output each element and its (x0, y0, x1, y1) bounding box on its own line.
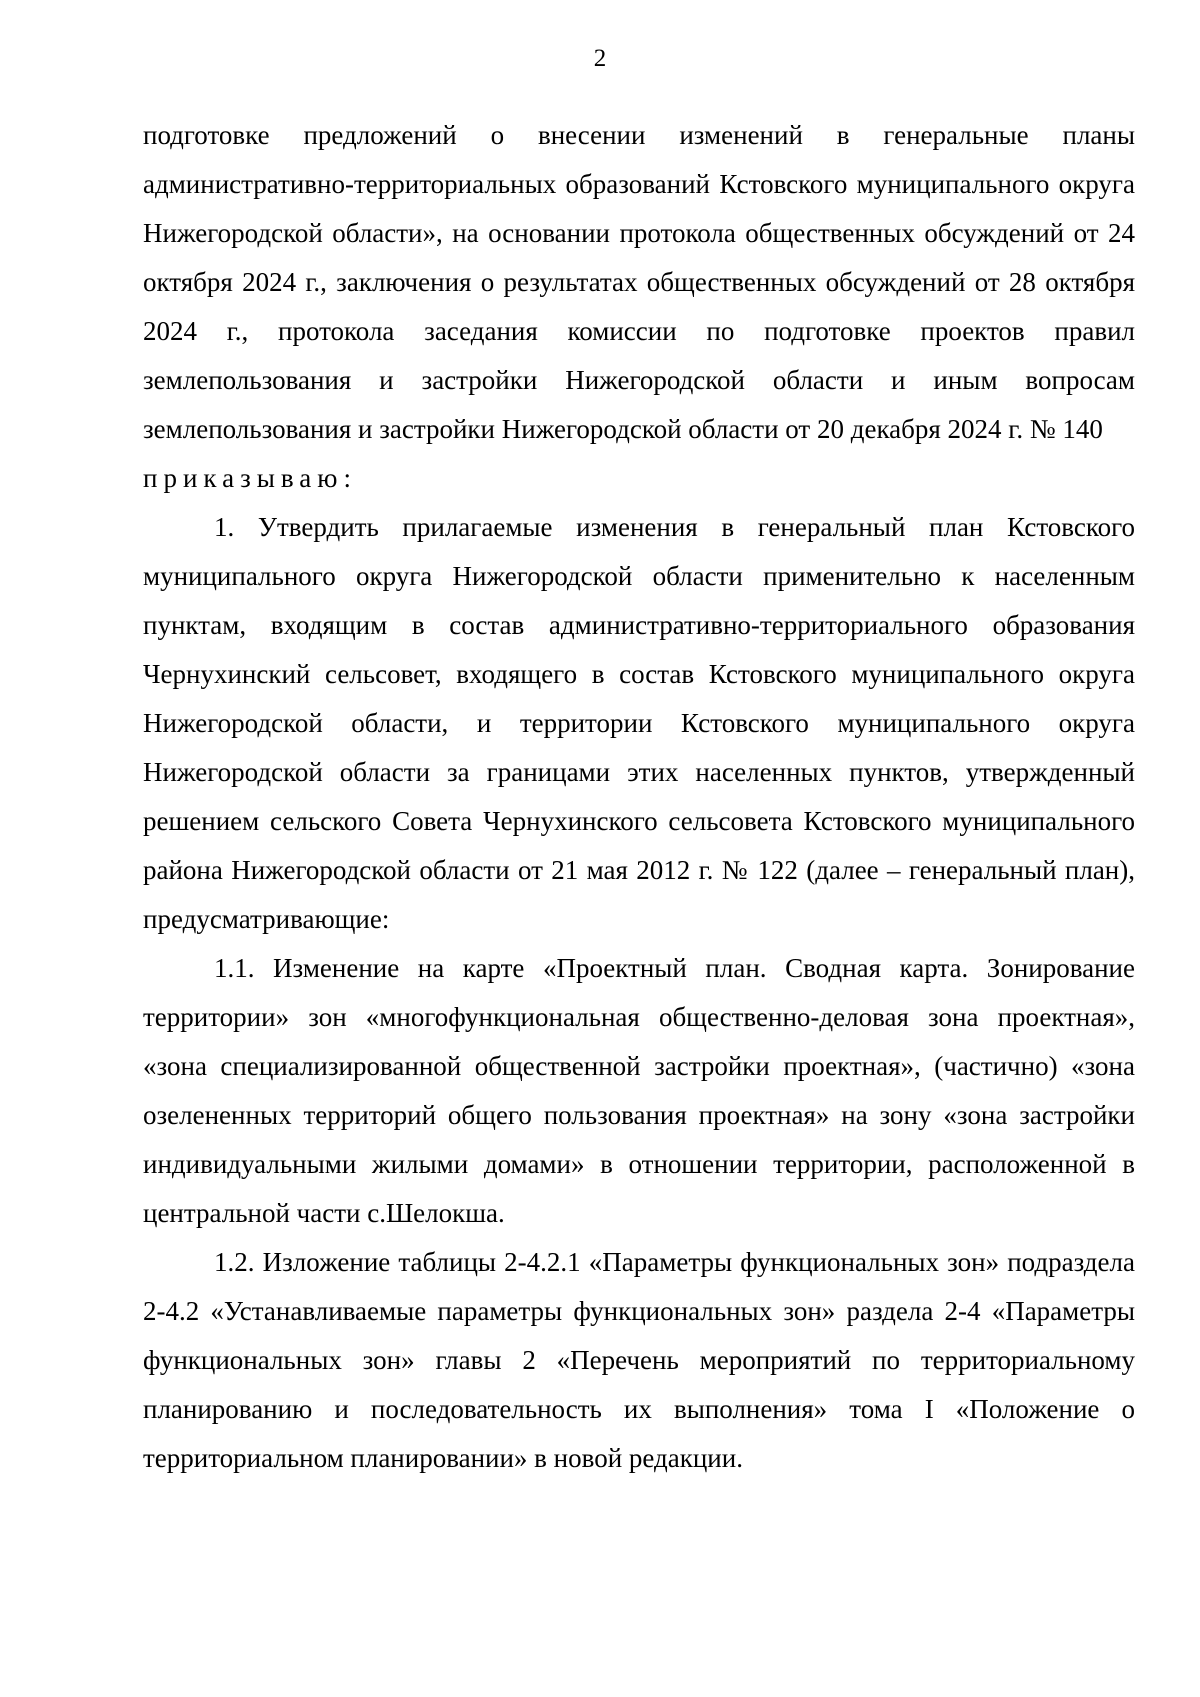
document-body (143, 111, 1135, 1483)
paragraph-item-1-1: 1.1. Изменение на карте «Проектный план. Сводная карта. Зонирование территории» зон «многофункциональная общественно-деловая зона проектная», «зона специализированной общественной застройки проектная», (частично) «зона озелененных территорий общего пользования проектная» на зону «зона застройки индивидуальными жилыми домами» в отношении территории, расположенной в центральной части с.Шелокша. (143, 953, 1135, 1228)
paragraph-order: приказываю: (143, 463, 357, 493)
paragraph-item-1-2: 1.2. Изложение таблицы 2-4.2.1 «Параметры функциональных зон» подраздела 2-4.2 «Устанавливаемые параметры функциональных зон» раздела 2-4 «Параметры функциональных зон» главы 2 «Перечень мероприятий по территориальному планированию и последовательность их выполнения» тома I «Положение о территориальном планировании» в новой редакции. (143, 1247, 1135, 1473)
paragraph-item-1: 1. Утвердить прилагаемые изменения в генеральный план Кстовского муниципального округа Нижегородской области применительно к населенным пунктам, входящим в состав административно-территориального образования Чернухинский сельсовет, входящего в состав Кстовского муниципального округа Нижегородской области, и территории Кстовского муниципального округа Нижегородской области за границами этих населенных пунктов, утвержденный решением сельского Совета Чернухинского сельсовета Кстовского муниципального района Нижегородской области от 21 мая 2012 г. № 122 (далее – генеральный план), предусматривающие: (143, 512, 1135, 934)
page-number: 2 (593, 45, 607, 72)
paragraph-intro: подготовке предложений о внесении изменений в генеральные планы административно-территориальных образований Кстовского муниципального округа Нижегородской области», на основании протокола общественных обсуждений от 24 октября 2024 г., заключения о результатах общественных обсуждений от 28 октября 2024 г., протокола заседания комиссии по подготовке проектов правил землепользования и застройки Нижегородской области и иным вопросам землепользования и застройки Нижегородской области от 20 декабря 2024 г. № 140 (143, 120, 1135, 444)
